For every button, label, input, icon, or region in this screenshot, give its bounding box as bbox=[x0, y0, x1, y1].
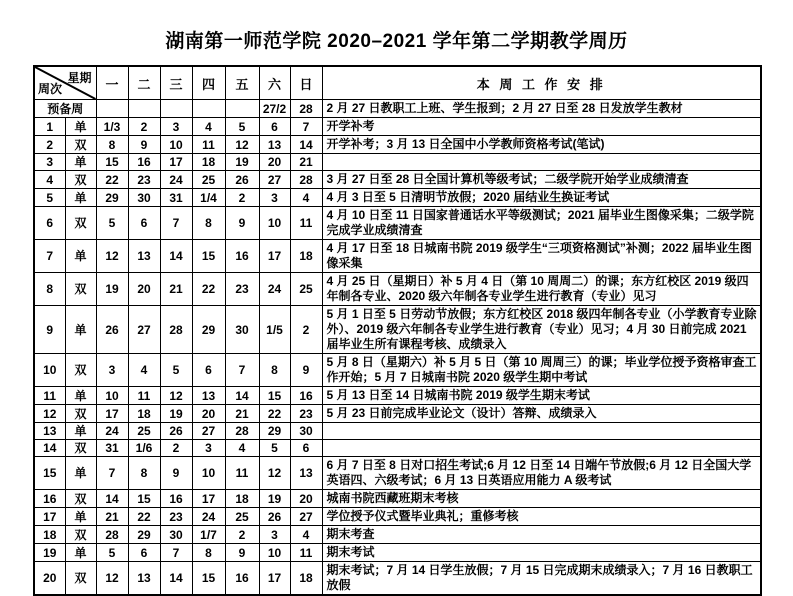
date-cell: 27 bbox=[290, 508, 322, 526]
date-cell: 27 bbox=[192, 423, 225, 440]
table-header bbox=[34, 66, 761, 100]
date-cell: 28 bbox=[290, 100, 322, 118]
date-cell: 12 bbox=[160, 387, 192, 405]
date-cell: 15 bbox=[96, 154, 128, 171]
date-cell: 22 bbox=[96, 171, 128, 189]
date-cell: 5 bbox=[259, 440, 290, 457]
date-cell: 17 bbox=[96, 405, 128, 423]
date-cell: 29 bbox=[259, 423, 290, 440]
week-number-cell: 6 bbox=[34, 207, 65, 240]
date-cell: 27 bbox=[128, 306, 160, 354]
work-arrangement-cell: 城南书院西藏班期末考核 bbox=[322, 490, 761, 508]
parity-cell: 单 bbox=[65, 154, 96, 171]
week-number-cell: 9 bbox=[34, 306, 65, 354]
date-cell: 18 bbox=[225, 490, 259, 508]
date-cell: 25 bbox=[192, 171, 225, 189]
week-number-cell: 5 bbox=[34, 189, 65, 207]
date-cell: 7 bbox=[160, 544, 192, 562]
date-cell: 8 bbox=[192, 544, 225, 562]
week-number-cell: 4 bbox=[34, 171, 65, 189]
date-cell bbox=[225, 100, 259, 118]
week-number-cell: 3 bbox=[34, 154, 65, 171]
date-cell: 31 bbox=[160, 189, 192, 207]
week-row bbox=[34, 440, 761, 457]
date-cell: 17 bbox=[259, 562, 290, 596]
date-cell: 17 bbox=[259, 240, 290, 273]
date-cell: 28 bbox=[225, 423, 259, 440]
week-row bbox=[34, 207, 761, 240]
date-cell: 19 bbox=[225, 154, 259, 171]
week-number-cell: 7 bbox=[34, 240, 65, 273]
date-cell: 26 bbox=[96, 306, 128, 354]
parity-cell: 双 bbox=[65, 562, 96, 596]
week-row bbox=[34, 354, 761, 387]
parity-cell: 单 bbox=[65, 189, 96, 207]
date-cell: 22 bbox=[192, 273, 225, 306]
date-cell: 5 bbox=[96, 207, 128, 240]
week-number-cell: 10 bbox=[34, 354, 65, 387]
date-cell: 28 bbox=[160, 306, 192, 354]
date-cell: 1/7 bbox=[192, 526, 225, 544]
week-row bbox=[34, 490, 761, 508]
date-cell: 29 bbox=[128, 526, 160, 544]
date-cell: 27/2 bbox=[259, 100, 290, 118]
date-cell: 12 bbox=[96, 562, 128, 596]
date-cell: 27 bbox=[259, 171, 290, 189]
week-number-cell: 11 bbox=[34, 387, 65, 405]
date-cell: 2 bbox=[160, 440, 192, 457]
date-cell: 18 bbox=[192, 154, 225, 171]
work-arrangement-cell: 学位授予仪式暨毕业典礼；重修考核 bbox=[322, 508, 761, 526]
work-arrangement-cell: 4 月 3 日至 5 日清明节放假；2020 届结业生换证考试 bbox=[322, 189, 761, 207]
week-row bbox=[34, 154, 761, 171]
week-row bbox=[34, 306, 761, 354]
date-cell: 6 bbox=[192, 354, 225, 387]
date-cell: 16 bbox=[290, 387, 322, 405]
date-cell: 11 bbox=[290, 544, 322, 562]
date-cell: 16 bbox=[225, 240, 259, 273]
date-cell: 25 bbox=[128, 423, 160, 440]
date-cell: 8 bbox=[96, 136, 128, 154]
date-cell: 9 bbox=[225, 207, 259, 240]
teaching-week-calendar-table bbox=[33, 65, 762, 596]
date-cell: 13 bbox=[192, 387, 225, 405]
parity-cell: 双 bbox=[65, 440, 96, 457]
work-arrangement-cell: 期末考试 bbox=[322, 544, 761, 562]
work-arrangement-cell bbox=[322, 423, 761, 440]
date-cell bbox=[128, 100, 160, 118]
week-row bbox=[34, 508, 761, 526]
date-cell: 29 bbox=[96, 189, 128, 207]
date-cell: 17 bbox=[192, 490, 225, 508]
parity-cell: 双 bbox=[65, 490, 96, 508]
date-cell: 10 bbox=[96, 387, 128, 405]
date-cell: 2 bbox=[225, 189, 259, 207]
parity-cell: 双 bbox=[65, 207, 96, 240]
date-cell: 3 bbox=[160, 118, 192, 136]
date-cell: 20 bbox=[259, 154, 290, 171]
work-arrangement-cell: 开学补考；3 月 13 日全国中小学教师资格考试(笔试) bbox=[322, 136, 761, 154]
date-cell: 9 bbox=[225, 544, 259, 562]
week-row bbox=[34, 423, 761, 440]
work-arrangement-cell: 4 月 17 日至 18 日城南书院 2019 级学生“三项资格测试”补测；2022 届毕业生图像采集 bbox=[322, 240, 761, 273]
work-arrangement-cell: 2 月 27 日教职工上班、学生报到；2 月 27 日至 28 日发放学生教材 bbox=[322, 100, 761, 118]
date-cell: 31 bbox=[96, 440, 128, 457]
date-cell: 30 bbox=[290, 423, 322, 440]
date-cell: 3 bbox=[259, 526, 290, 544]
work-arrangement-cell: 4 月 10 日至 11 日国家普通话水平等级测试；2021 届毕业生图像采集；二级学院完成学业成绩清查 bbox=[322, 207, 761, 240]
date-cell: 21 bbox=[225, 405, 259, 423]
date-cell: 18 bbox=[290, 240, 322, 273]
date-cell: 8 bbox=[128, 457, 160, 490]
date-cell: 22 bbox=[128, 508, 160, 526]
date-cell: 14 bbox=[290, 136, 322, 154]
work-arrangement-cell: 5 月 8 日（星期六）补 5 月 5 日（第 10 周周三）的课；毕业学位授予资格审查工作开始；5 月 7 日城南书院 2020 级学生期中考试 bbox=[322, 354, 761, 387]
work-arrangement-cell bbox=[322, 154, 761, 171]
week-row bbox=[34, 171, 761, 189]
date-cell: 2 bbox=[290, 306, 322, 354]
date-cell: 11 bbox=[290, 207, 322, 240]
week-number-cell: 19 bbox=[34, 544, 65, 562]
date-cell: 6 bbox=[290, 440, 322, 457]
date-cell: 8 bbox=[259, 354, 290, 387]
date-cell: 6 bbox=[128, 544, 160, 562]
date-cell: 3 bbox=[259, 189, 290, 207]
parity-cell: 单 bbox=[65, 508, 96, 526]
week-number-cell: 16 bbox=[34, 490, 65, 508]
week-number-cell: 20 bbox=[34, 562, 65, 596]
date-cell: 15 bbox=[192, 240, 225, 273]
date-cell: 1/3 bbox=[96, 118, 128, 136]
date-cell: 16 bbox=[225, 562, 259, 596]
date-cell: 10 bbox=[160, 136, 192, 154]
week-row bbox=[34, 562, 761, 596]
work-arrangement-cell: 5 月 13 日至 14 日城南书院 2019 级学生期末考试 bbox=[322, 387, 761, 405]
parity-cell: 单 bbox=[65, 240, 96, 273]
date-cell: 5 bbox=[160, 354, 192, 387]
work-arrangement-cell: 6 月 7 日至 8 日对口招生考试;6 月 12 日至 14 日端午节放假;6 月 12 日全国大学英语四、六级考试；6 月 13 日英语应用能力 A 级考试 bbox=[322, 457, 761, 490]
day-header-fri: 五 bbox=[225, 66, 259, 100]
date-cell: 12 bbox=[259, 457, 290, 490]
date-cell: 4 bbox=[290, 189, 322, 207]
date-cell: 8 bbox=[192, 207, 225, 240]
week-number-cell: 18 bbox=[34, 526, 65, 544]
parity-cell: 单 bbox=[65, 118, 96, 136]
date-cell: 11 bbox=[192, 136, 225, 154]
date-cell: 25 bbox=[225, 508, 259, 526]
date-cell: 21 bbox=[96, 508, 128, 526]
date-cell: 17 bbox=[160, 154, 192, 171]
date-cell: 29 bbox=[192, 306, 225, 354]
date-cell: 10 bbox=[192, 457, 225, 490]
date-cell: 7 bbox=[96, 457, 128, 490]
date-cell: 14 bbox=[160, 240, 192, 273]
date-cell: 12 bbox=[96, 240, 128, 273]
date-cell: 1/6 bbox=[128, 440, 160, 457]
week-row bbox=[34, 405, 761, 423]
date-cell bbox=[160, 100, 192, 118]
header-row bbox=[34, 66, 761, 100]
date-cell: 2 bbox=[225, 526, 259, 544]
day-header-thu: 四 bbox=[192, 66, 225, 100]
date-cell: 16 bbox=[160, 490, 192, 508]
date-cell: 10 bbox=[259, 207, 290, 240]
parity-cell: 单 bbox=[65, 457, 96, 490]
date-cell: 5 bbox=[225, 118, 259, 136]
date-cell: 23 bbox=[128, 171, 160, 189]
corner-header-cell bbox=[34, 66, 96, 100]
date-cell: 1/5 bbox=[259, 306, 290, 354]
date-cell: 12 bbox=[225, 136, 259, 154]
date-cell: 25 bbox=[290, 273, 322, 306]
date-cell: 15 bbox=[192, 562, 225, 596]
date-cell: 19 bbox=[160, 405, 192, 423]
date-cell: 28 bbox=[96, 526, 128, 544]
work-arrangement-header: 本 周 工 作 安 排 bbox=[322, 66, 761, 100]
parity-cell: 双 bbox=[65, 136, 96, 154]
date-cell: 19 bbox=[96, 273, 128, 306]
week-row bbox=[34, 273, 761, 306]
week-row bbox=[34, 526, 761, 544]
date-cell: 18 bbox=[128, 405, 160, 423]
parity-cell: 双 bbox=[65, 526, 96, 544]
week-number-cell: 8 bbox=[34, 273, 65, 306]
parity-cell: 单 bbox=[65, 423, 96, 440]
date-cell: 13 bbox=[128, 240, 160, 273]
date-cell: 26 bbox=[259, 508, 290, 526]
parity-cell: 双 bbox=[65, 405, 96, 423]
date-cell: 5 bbox=[96, 544, 128, 562]
date-cell: 28 bbox=[290, 171, 322, 189]
date-cell: 7 bbox=[290, 118, 322, 136]
week-row bbox=[34, 118, 761, 136]
parity-cell: 单 bbox=[65, 387, 96, 405]
day-header-wed: 三 bbox=[160, 66, 192, 100]
date-cell: 20 bbox=[290, 490, 322, 508]
date-cell: 10 bbox=[259, 544, 290, 562]
day-header-sun: 日 bbox=[290, 66, 322, 100]
date-cell: 24 bbox=[160, 171, 192, 189]
date-cell bbox=[192, 100, 225, 118]
date-cell: 6 bbox=[128, 207, 160, 240]
date-cell: 24 bbox=[192, 508, 225, 526]
date-cell: 23 bbox=[160, 508, 192, 526]
parity-cell: 双 bbox=[65, 171, 96, 189]
day-header-tue: 二 bbox=[128, 66, 160, 100]
date-cell: 14 bbox=[225, 387, 259, 405]
date-cell: 19 bbox=[259, 490, 290, 508]
date-cell: 6 bbox=[259, 118, 290, 136]
day-header-sat: 六 bbox=[259, 66, 290, 100]
parity-cell: 双 bbox=[65, 273, 96, 306]
week-row bbox=[34, 100, 761, 118]
table-body bbox=[34, 100, 761, 596]
date-cell: 9 bbox=[128, 136, 160, 154]
date-cell: 24 bbox=[96, 423, 128, 440]
week-row bbox=[34, 189, 761, 207]
date-cell: 21 bbox=[160, 273, 192, 306]
work-arrangement-cell: 开学补考 bbox=[322, 118, 761, 136]
week-number-cell: 17 bbox=[34, 508, 65, 526]
work-arrangement-cell: 5 月 23 日前完成毕业论文（设计）答辩、成绩录入 bbox=[322, 405, 761, 423]
date-cell: 23 bbox=[225, 273, 259, 306]
date-cell: 30 bbox=[225, 306, 259, 354]
date-cell: 11 bbox=[225, 457, 259, 490]
week-row bbox=[34, 387, 761, 405]
date-cell: 26 bbox=[225, 171, 259, 189]
date-cell: 30 bbox=[128, 189, 160, 207]
week-number-cell: 15 bbox=[34, 457, 65, 490]
parity-cell: 单 bbox=[65, 306, 96, 354]
date-cell: 3 bbox=[96, 354, 128, 387]
date-cell: 4 bbox=[128, 354, 160, 387]
date-cell: 1/4 bbox=[192, 189, 225, 207]
parity-cell: 单 bbox=[65, 544, 96, 562]
week-number-cell: 13 bbox=[34, 423, 65, 440]
date-cell: 7 bbox=[225, 354, 259, 387]
date-cell: 14 bbox=[96, 490, 128, 508]
week-number-cell: 12 bbox=[34, 405, 65, 423]
date-cell: 18 bbox=[290, 562, 322, 596]
date-cell: 26 bbox=[160, 423, 192, 440]
week-row bbox=[34, 544, 761, 562]
work-arrangement-cell: 期末考试；7 月 14 日学生放假；7 月 15 日完成期末成绩录入；7 月 16 日教职工放假 bbox=[322, 562, 761, 596]
date-cell: 16 bbox=[128, 154, 160, 171]
date-cell: 7 bbox=[160, 207, 192, 240]
date-cell: 4 bbox=[290, 526, 322, 544]
date-cell: 13 bbox=[290, 457, 322, 490]
corner-weekday-label: 星期 bbox=[67, 71, 92, 85]
date-cell: 30 bbox=[160, 526, 192, 544]
day-header-mon: 一 bbox=[96, 66, 128, 100]
date-cell: 21 bbox=[290, 154, 322, 171]
page-title: 湖南第一师范学院 2020–2021 学年第二学期教学周历 bbox=[165, 31, 628, 52]
week-number-cell: 14 bbox=[34, 440, 65, 457]
week-row bbox=[34, 240, 761, 273]
work-arrangement-cell: 5 月 1 日至 5 日劳动节放假；东方红校区 2018 级四年制各专业（小学教育专业除外）、2019 级六年制各专业学生进行教育（专业）见习；4 月 30 日前完成 2021 届毕业生所有课程考核、成绩录入 bbox=[322, 306, 761, 354]
week-number-cell: 预备周 bbox=[34, 100, 96, 118]
date-cell: 15 bbox=[128, 490, 160, 508]
week-row bbox=[34, 457, 761, 490]
corner-weeknum-label: 周次 bbox=[38, 82, 63, 96]
date-cell: 24 bbox=[259, 273, 290, 306]
work-arrangement-cell: 期末考查 bbox=[322, 526, 761, 544]
date-cell bbox=[96, 100, 128, 118]
date-cell: 4 bbox=[225, 440, 259, 457]
week-number-cell: 2 bbox=[34, 136, 65, 154]
date-cell: 11 bbox=[128, 387, 160, 405]
date-cell: 20 bbox=[192, 405, 225, 423]
date-cell: 13 bbox=[128, 562, 160, 596]
date-cell: 2 bbox=[128, 118, 160, 136]
date-cell: 15 bbox=[259, 387, 290, 405]
date-cell: 20 bbox=[128, 273, 160, 306]
work-arrangement-cell: 4 月 25 日（星期日）补 5 月 4 日（第 10 周周二）的课；东方红校区 2019 级四年制各专业、2020 级六年制各专业学生进行教育（专业）见习 bbox=[322, 273, 761, 306]
date-cell: 13 bbox=[259, 136, 290, 154]
work-arrangement-cell bbox=[322, 440, 761, 457]
date-cell: 9 bbox=[160, 457, 192, 490]
date-cell: 9 bbox=[290, 354, 322, 387]
date-cell: 23 bbox=[290, 405, 322, 423]
week-row bbox=[34, 136, 761, 154]
date-cell: 14 bbox=[160, 562, 192, 596]
date-cell: 22 bbox=[259, 405, 290, 423]
week-number-cell: 1 bbox=[34, 118, 65, 136]
date-cell: 4 bbox=[192, 118, 225, 136]
parity-cell: 双 bbox=[65, 354, 96, 387]
work-arrangement-cell: 3 月 27 日至 28 日全国计算机等级考试；二级学院开始学业成绩清查 bbox=[322, 171, 761, 189]
date-cell: 3 bbox=[192, 440, 225, 457]
